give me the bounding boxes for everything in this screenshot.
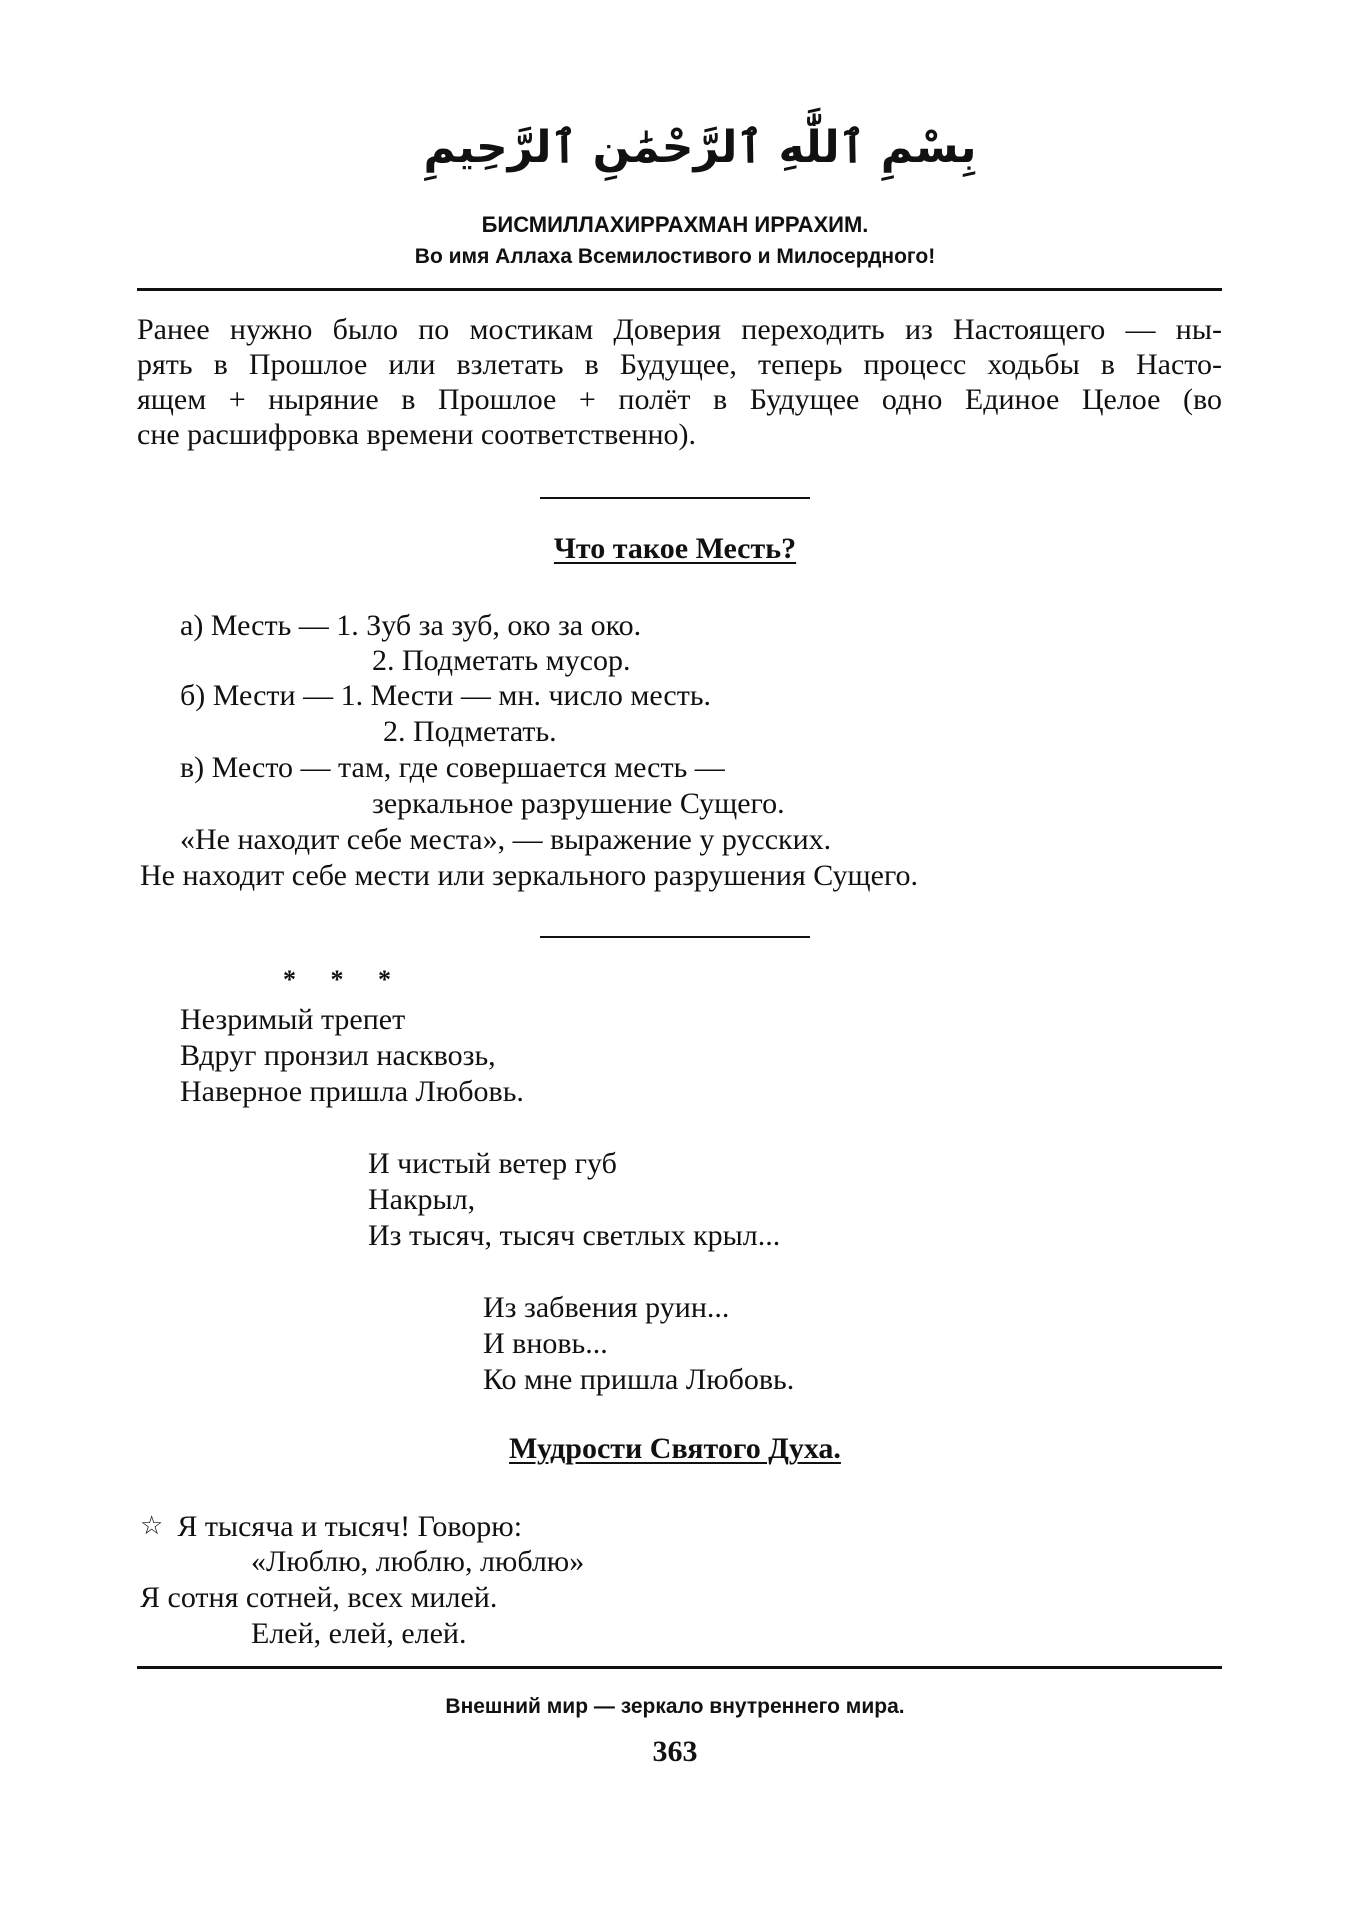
poem-line: Накрыл, (368, 1183, 476, 1216)
page-number: 363 (652, 1735, 698, 1768)
poem-line: Незримый трепет (180, 1003, 406, 1036)
section-heading-revenge: Что такое Месть? (553, 532, 797, 565)
header-title: БИСМИЛЛАХИРРАХМАН ИРРАХИМ. (481, 212, 869, 237)
definition-line: «Не находит себе места», — выражение у русских. (180, 823, 832, 856)
poem-asterisks: * * * (283, 965, 405, 994)
star-icon: ☆ (140, 1511, 164, 1540)
poem-line: Вдруг пронзил насквозь, (180, 1039, 496, 1072)
definition-line: 2. Подметать мусор. (372, 644, 631, 677)
wisdom-line: Я сотня сотней, всех милей. (140, 1581, 498, 1614)
definition-line: зеркальное разрушение Сущего. (372, 787, 785, 820)
intro-paragraph (137, 312, 1222, 452)
poem-line: Из забвения руин... (483, 1291, 730, 1324)
wisdom-text: Я тысяча и тысяч! Говорю: (177, 1510, 523, 1543)
footer-divider (137, 1666, 1222, 1669)
section-divider (540, 497, 810, 499)
poem-line: Из тысяч, тысяч светлых крыл... (368, 1219, 781, 1252)
poem-line: И вновь... (483, 1327, 608, 1360)
section-divider (540, 936, 810, 938)
header-subtitle: Во имя Аллаха Всемилостивого и Милосердного! (414, 245, 936, 268)
intro-line: ящем + ныряние в Прошлое + полёт в Будущее одно Единое Целое (во (137, 383, 1222, 416)
definition-line: 2. Подметать. (383, 715, 557, 748)
poem-line: И чистый ветер губ (368, 1147, 617, 1180)
footer-motto: Внешний мир — зеркало внутреннего мира. (445, 1695, 905, 1718)
intro-line: сне расшифровка времени соответственно). (137, 418, 697, 451)
poem-line: Ко мне пришла Любовь. (483, 1363, 795, 1396)
intro-line: рять в Прошлое или взлетать в Будущее, теперь процесс ходьбы в Насто- (137, 348, 1222, 381)
wisdom-line: Елей, елей, елей. (251, 1617, 467, 1650)
wisdom-line: «Люблю, люблю, люблю» (251, 1545, 585, 1578)
bismillah-calligraphy (423, 96, 977, 192)
bismillah-arabic-text: بِسْمِ ٱللَّٰهِ ٱلرَّحْمَٰنِ ٱلرَّحِيمِ (423, 122, 977, 173)
definition-line: в) Место — там, где совершается месть — (180, 751, 725, 784)
definition-line: б) Мести — 1. Мести — мн. число месть. (180, 679, 712, 712)
definition-line: а) Месть — 1. Зуб за зуб, око за око. (180, 609, 642, 642)
section-heading-wisdom: Мудрости Святого Духа. (509, 1432, 841, 1465)
wisdom-line (140, 1508, 522, 1545)
header-divider (137, 288, 1222, 291)
definition-line: Не находит себе мести или зеркального разрушения Сущего. (140, 859, 919, 892)
intro-line: Ранее нужно было по мостикам Доверия переходить из Настоящего — ны- (137, 313, 1222, 346)
poem-line: Наверное пришла Любовь. (180, 1075, 524, 1108)
